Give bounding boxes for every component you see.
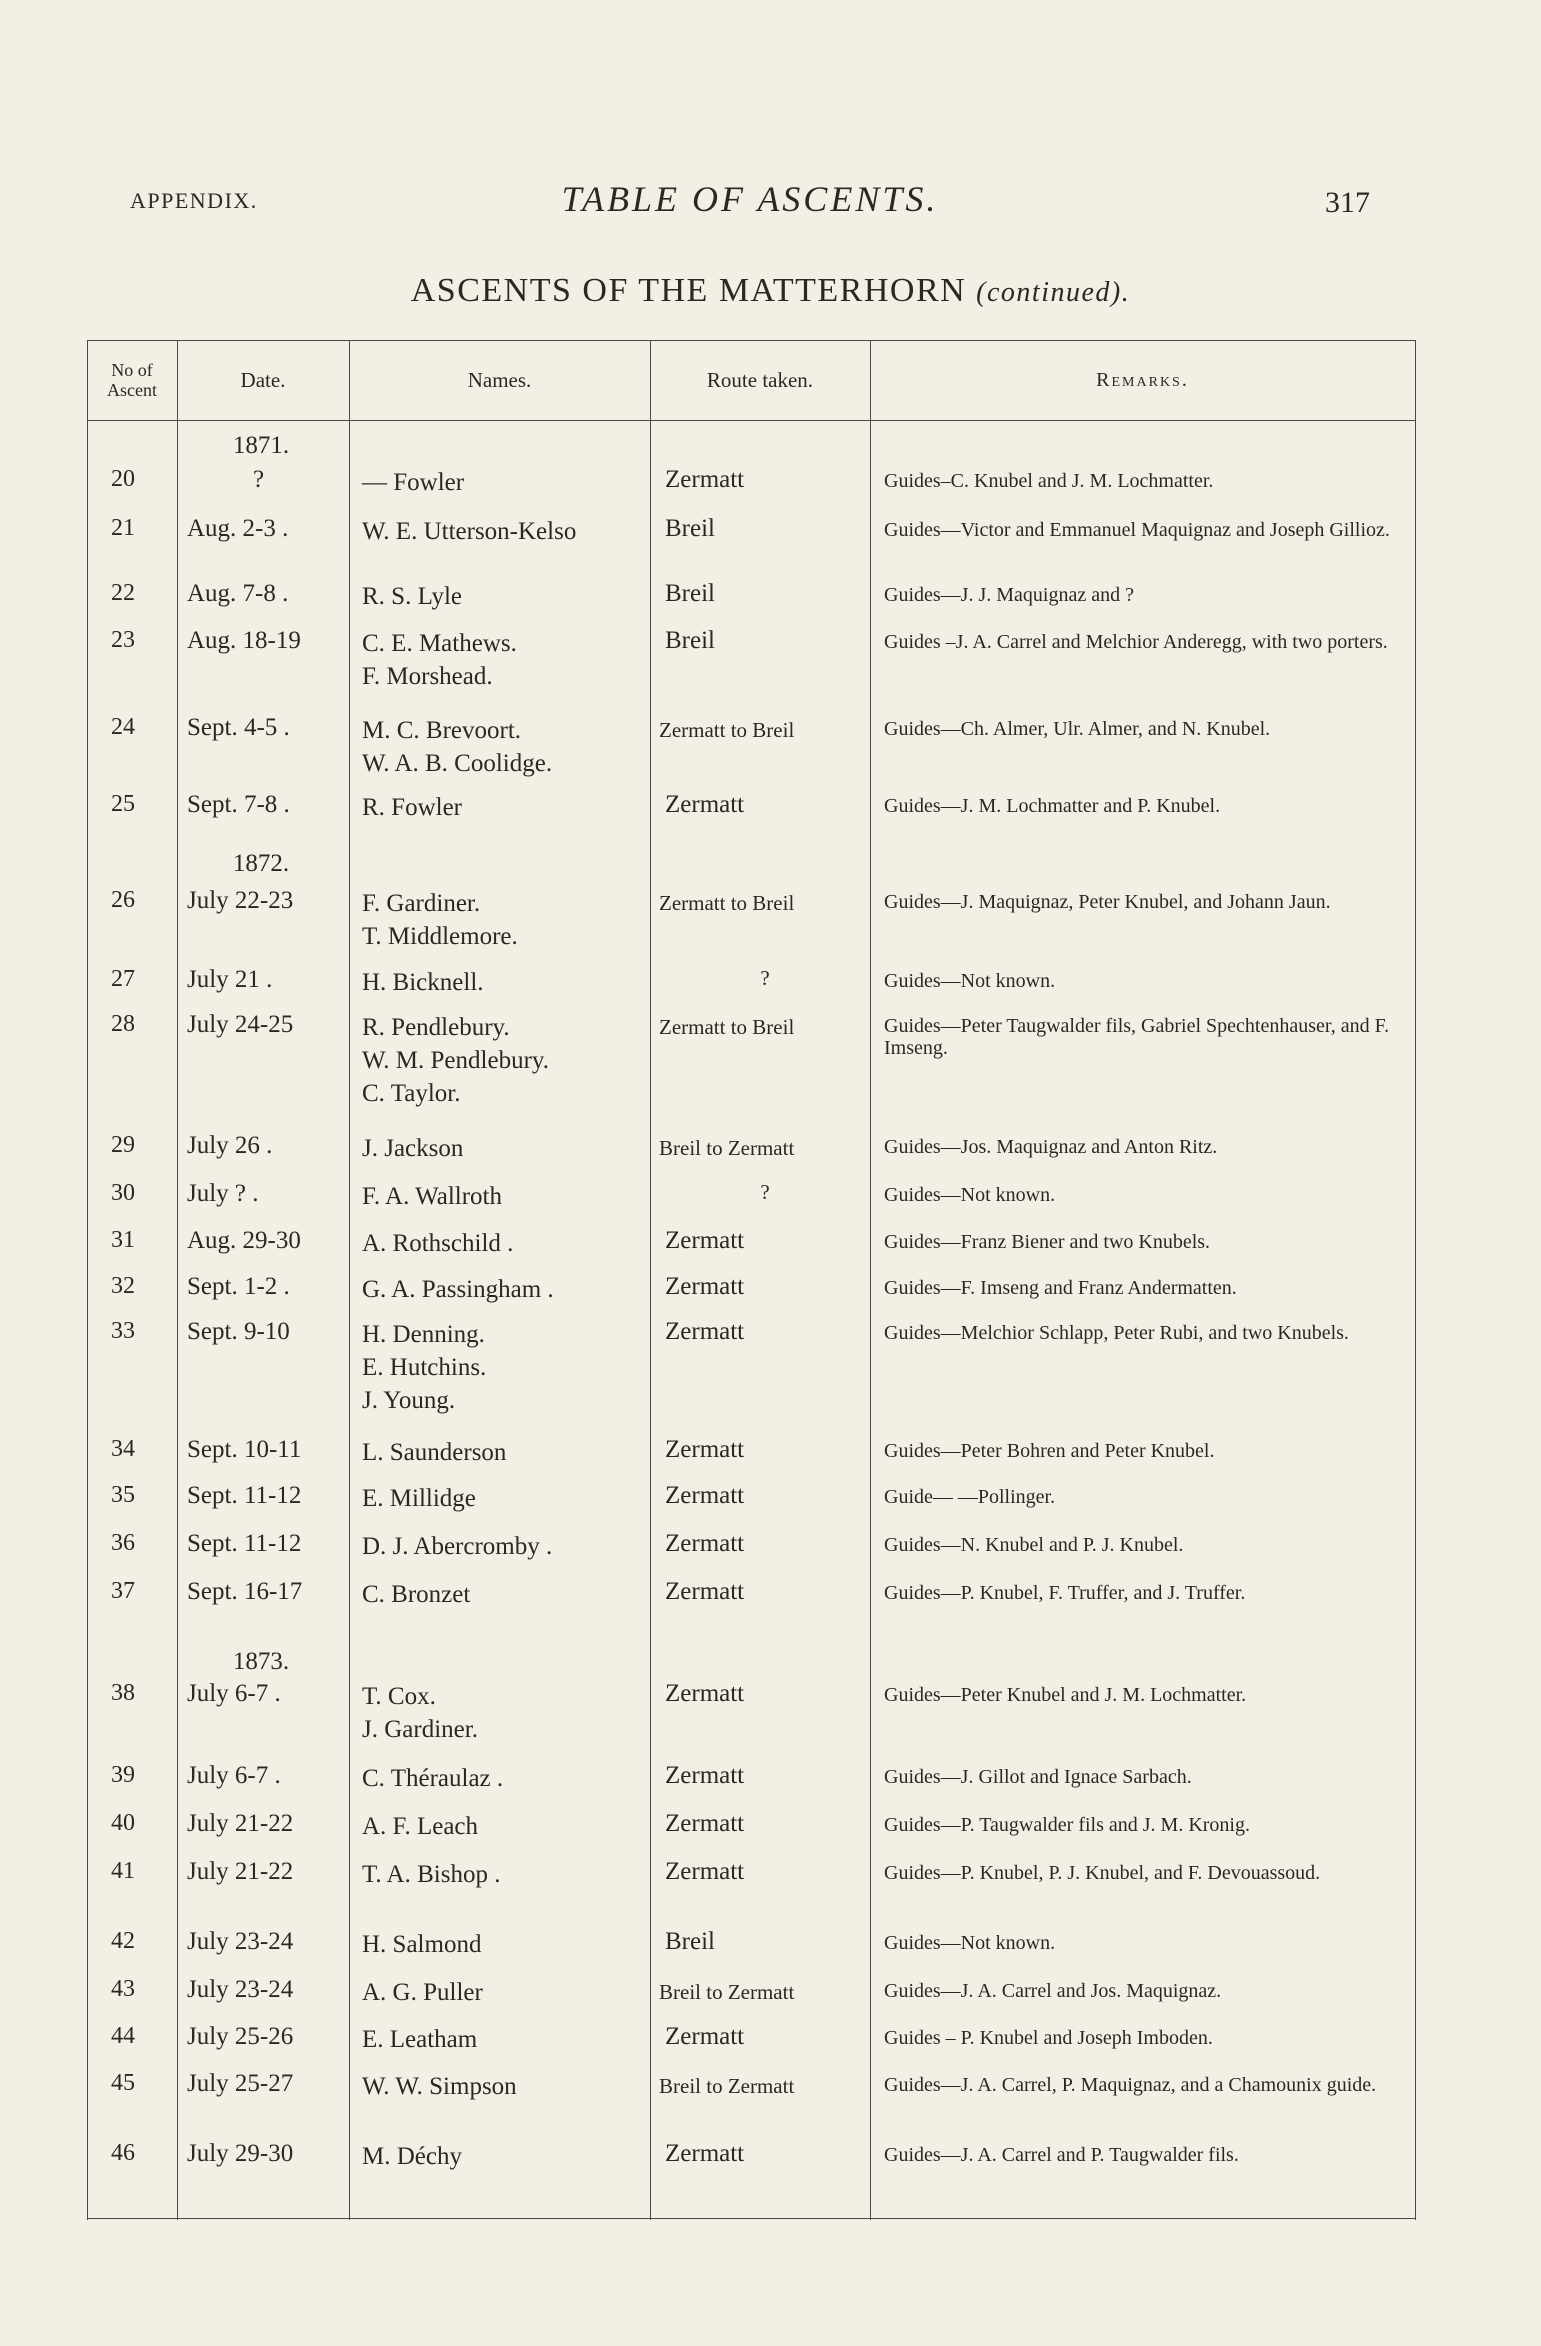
climber-name: W. A. B. Coolidge.: [362, 750, 553, 777]
route-taken: Breil to Zermatt: [659, 1980, 795, 2004]
year-label: 1872.: [232, 850, 290, 877]
route-taken: Breil: [665, 515, 715, 542]
remarks: Guides—J. A. Carrel, P. Maquignaz, and a Chamounix guide.: [884, 2074, 1377, 2096]
remarks: Guides – P. Knubel and Joseph Imboden.: [884, 2027, 1213, 2049]
route-taken: Zermatt: [665, 1318, 745, 1345]
ascent-date: Sept. 1-2 .: [187, 1273, 290, 1300]
climber-names: [362, 1928, 652, 1961]
ascent-number: 39: [111, 1762, 135, 1788]
ascent-date: Sept. 9-10: [187, 1318, 290, 1345]
remarks: Guides—Not known.: [884, 1932, 1056, 1954]
climber-name: F. A. Wallroth: [362, 1183, 502, 1210]
climber-name: A. F. Leach: [362, 1813, 479, 1840]
ascent-date: Sept. 11-12: [187, 1482, 302, 1509]
route-taken: ?: [760, 1180, 770, 1204]
climber-name: H. Denning.: [362, 1321, 485, 1348]
col-head-route: Route taken.: [706, 367, 814, 392]
climber-name: C. Taylor.: [362, 1080, 461, 1107]
page-number: 317: [1325, 186, 1370, 219]
climber-names: [362, 580, 652, 613]
ascent-date: Sept. 16-17: [187, 1578, 303, 1605]
ascent-number: 41: [111, 1858, 135, 1884]
ascent-number: 43: [111, 1976, 135, 2002]
route-taken: Zermatt: [665, 2023, 745, 2050]
remarks: Guides—Melchior Schlapp, Peter Rubi, and two Knubels.: [884, 1322, 1349, 1344]
route-taken: Zermatt: [665, 1810, 745, 1837]
route-taken: Zermatt: [665, 791, 745, 818]
climber-name: J. Gardiner.: [362, 1716, 478, 1743]
remarks: Guides—J. Gillot and Ignace Sarbach.: [884, 1766, 1192, 1788]
year-label: 1873.: [232, 1648, 290, 1675]
ascent-number: 29: [111, 1132, 135, 1158]
climber-name: C. E. Mathews.: [362, 630, 517, 657]
route-taken: Zermatt: [665, 1273, 745, 1300]
col-head-remarks: Remarks.: [1096, 368, 1189, 391]
ascent-date: July 21-22: [187, 1810, 294, 1837]
climber-names: [362, 791, 652, 824]
remarks: Guides—Peter Knubel and J. M. Lochmatter.: [884, 1684, 1247, 1706]
year-label: 1871.: [232, 432, 290, 459]
rule-bottom: [87, 2218, 1415, 2219]
ascent-date: July 24-25: [187, 1011, 294, 1038]
ascent-number: 21: [111, 515, 135, 541]
climber-name: G. A. Passingham .: [362, 1276, 554, 1303]
remarks: Guide— —Pollinger.: [884, 1486, 1056, 1508]
climber-names: [362, 966, 652, 999]
route-taken: ?: [760, 966, 770, 990]
remarks: Guides—Peter Taugwalder fils, Gabriel Spechtenhauser, and F. Imseng.: [884, 1015, 1390, 1059]
climber-names: [362, 1011, 652, 1110]
climber-name: — Fowler: [362, 469, 465, 496]
remarks: Guides—Peter Bohren and Peter Knubel.: [884, 1440, 1215, 1462]
climber-name: H. Bicknell.: [362, 969, 484, 996]
climber-names: [362, 2140, 652, 2173]
climber-names: [362, 1762, 652, 1795]
ascent-number: 25: [111, 791, 135, 817]
route-taken: Breil: [665, 627, 715, 654]
ascent-number: 38: [111, 1680, 135, 1706]
page-title: [0, 272, 1541, 310]
route-taken: Zermatt to Breil: [659, 718, 795, 742]
rule-head: [87, 420, 1415, 421]
climber-names: [362, 1482, 652, 1515]
ascent-date: July 26 .: [187, 1132, 273, 1159]
climber-name: W. E. Utterson-Kelso: [362, 518, 577, 545]
remarks: Guides—Not known.: [884, 970, 1056, 992]
climber-name: T. A. Bishop .: [362, 1861, 501, 1888]
ascent-number: 27: [111, 966, 135, 992]
ascent-date: Aug. 7-8 .: [187, 580, 289, 607]
ascent-date: July 21 .: [187, 966, 273, 993]
remarks: Guides –J. A. Carrel and Melchior Anderegg, with two porters.: [884, 631, 1388, 653]
climber-name: J. Young.: [362, 1387, 456, 1414]
climber-name: T. Cox.: [362, 1683, 436, 1710]
title-continued: (continued).: [976, 277, 1131, 308]
climber-names: [362, 1436, 652, 1469]
ascent-number: 24: [111, 714, 135, 740]
climber-names: [362, 1680, 652, 1746]
climber-name: W. M. Pendlebury.: [362, 1047, 550, 1074]
climber-name: F. Morshead.: [362, 663, 493, 690]
route-taken: Zermatt to Breil: [659, 1015, 795, 1039]
route-taken: Zermatt to Breil: [659, 891, 795, 915]
remarks: Guides—Ch. Almer, Ulr. Almer, and N. Knubel.: [884, 718, 1271, 740]
ascent-date: July 23-24: [187, 1928, 294, 1955]
route-taken: Zermatt: [665, 1578, 745, 1605]
climber-names: [362, 466, 652, 499]
climber-name: M. Déchy: [362, 2143, 462, 2170]
ascent-date: Aug. 18-19: [187, 627, 301, 654]
route-taken: Zermatt: [665, 2140, 745, 2167]
ascent-number: 20: [111, 466, 135, 492]
ascent-date: Sept. 4-5 .: [187, 714, 290, 741]
ascent-date: July 22-23: [187, 887, 294, 914]
ascent-number: 23: [111, 627, 135, 653]
ascent-date: July 6-7 .: [187, 1680, 281, 1707]
remarks: Guides—Franz Biener and two Knubels.: [884, 1231, 1211, 1253]
climber-name: C. Théraulaz .: [362, 1765, 504, 1792]
climber-names: [362, 1318, 652, 1417]
route-taken: Zermatt: [665, 1227, 745, 1254]
route-taken: Zermatt: [665, 1762, 745, 1789]
route-taken: Zermatt: [665, 1680, 745, 1707]
climber-names: [362, 1976, 652, 2009]
route-taken: Zermatt: [665, 1436, 745, 1463]
climber-name: A. G. Puller: [362, 1979, 483, 2006]
route-taken: Breil: [665, 580, 715, 607]
remarks: Guides—P. Knubel, P. J. Knubel, and F. Devouassoud.: [884, 1862, 1321, 1884]
ascent-number: 45: [111, 2070, 135, 2096]
ascent-number: 37: [111, 1578, 135, 1604]
ascent-date: July ? .: [187, 1180, 259, 1207]
col-head-no: No of Ascent: [107, 360, 157, 400]
remarks: Guides—J. M. Lochmatter and P. Knubel.: [884, 795, 1221, 817]
col-head-date: Date.: [240, 367, 286, 392]
ascents-table: [87, 340, 1415, 2220]
climber-name: E. Millidge: [362, 1485, 476, 1512]
climber-names: [362, 1530, 652, 1563]
climber-names: [362, 887, 652, 953]
remarks: Guides—Jos. Maquignaz and Anton Ritz.: [884, 1136, 1218, 1158]
remarks: Guides—F. Imseng and Franz Andermatten.: [884, 1277, 1237, 1299]
climber-name: R. Pendlebury.: [362, 1014, 510, 1041]
climber-name: L. Saunderson: [362, 1439, 507, 1466]
ascent-date: Sept. 10-11: [187, 1436, 302, 1463]
climber-names: [362, 515, 652, 548]
ascent-number: 34: [111, 1436, 135, 1462]
ascent-date: Sept. 7-8 .: [187, 791, 290, 818]
climber-name: E. Hutchins.: [362, 1354, 487, 1381]
ascent-number: 22: [111, 580, 135, 606]
climber-name: C. Bronzet: [362, 1581, 471, 1608]
ascent-date: Aug. 2-3 .: [187, 515, 289, 542]
remarks: Guides—J. Maquignaz, Peter Knubel, and Johann Jaun.: [884, 891, 1331, 913]
ascent-number: 36: [111, 1530, 135, 1556]
route-taken: Zermatt: [665, 1482, 745, 1509]
climber-names: [362, 1578, 652, 1611]
ascent-date: ?: [253, 466, 265, 493]
ascent-number: 42: [111, 1928, 135, 1954]
climber-name: R. S. Lyle: [362, 583, 463, 610]
climber-names: [362, 1132, 652, 1165]
climber-name: H. Salmond: [362, 1931, 482, 1958]
route-taken: Zermatt: [665, 1858, 745, 1885]
climber-names: [362, 1227, 652, 1260]
ascent-number: 26: [111, 887, 135, 913]
ascent-date: July 23-24: [187, 1976, 294, 2003]
climber-name: W. W. Simpson: [362, 2073, 517, 2100]
climber-name: E. Leatham: [362, 2026, 478, 2053]
route-taken: Breil to Zermatt: [659, 1136, 795, 1160]
climber-names: [362, 1810, 652, 1843]
climber-name: F. Gardiner.: [362, 890, 481, 917]
ascent-number: 33: [111, 1318, 135, 1344]
remarks: Guides—Not known.: [884, 1184, 1056, 1206]
climber-names: [362, 714, 652, 780]
header-title: TABLE OF ASCENTS.: [561, 179, 939, 219]
climber-names: [362, 2070, 652, 2103]
climber-name: A. Rothschild .: [362, 1230, 514, 1257]
ascent-number: 46: [111, 2140, 135, 2166]
title-main: ASCENTS OF THE MATTERHORN: [410, 272, 967, 309]
ascent-number: 31: [111, 1227, 135, 1253]
ascent-number: 32: [111, 1273, 135, 1299]
climber-name: T. Middlemore.: [362, 923, 518, 950]
route-taken: Breil: [665, 1928, 715, 1955]
ascent-date: July 25-27: [187, 2070, 294, 2097]
header-section: APPENDIX.: [130, 188, 258, 213]
remarks: Guides—N. Knubel and P. J. Knubel.: [884, 1534, 1184, 1556]
climber-names: [362, 1858, 652, 1891]
remarks: Guides—J. A. Carrel and Jos. Maquignaz.: [884, 1980, 1222, 2002]
ascent-number: 40: [111, 1810, 135, 1836]
ascent-number: 35: [111, 1482, 135, 1508]
ascent-date: July 21-22: [187, 1858, 294, 1885]
route-taken: Zermatt: [665, 466, 745, 493]
climber-names: [362, 627, 652, 693]
remarks: Guides—J. A. Carrel and P. Taugwalder fils.: [884, 2144, 1239, 2166]
route-taken: Breil to Zermatt: [659, 2074, 795, 2098]
remarks: Guides—J. J. Maquignaz and ?: [884, 584, 1134, 606]
remarks: Guides—P. Taugwalder fils and J. M. Kronig.: [884, 1814, 1250, 1836]
remarks: Guides–C. Knubel and J. M. Lochmatter.: [884, 470, 1214, 492]
running-header: [130, 178, 1370, 228]
rule-right: [1415, 340, 1416, 2220]
ascent-number: 28: [111, 1011, 135, 1037]
climber-name: D. J. Abercromby .: [362, 1533, 553, 1560]
ascent-date: Sept. 11-12: [187, 1530, 302, 1557]
climber-names: [362, 2023, 652, 2056]
col-head-names: Names.: [467, 367, 532, 392]
remarks: Guides—Victor and Emmanuel Maquignaz and Joseph Gillioz.: [884, 519, 1390, 541]
climber-name: J. Jackson: [362, 1135, 464, 1162]
rule-route-remarks: [870, 340, 871, 2220]
climber-name: R. Fowler: [362, 794, 462, 821]
climber-name: M. C. Brevoort.: [362, 717, 522, 744]
climber-names: [362, 1180, 652, 1213]
route-taken: Zermatt: [665, 1530, 745, 1557]
ascent-number: 44: [111, 2023, 135, 2049]
ascent-date: Aug. 29-30: [187, 1227, 301, 1254]
remarks: Guides—P. Knubel, F. Truffer, and J. Truffer.: [884, 1582, 1246, 1604]
climber-names: [362, 1273, 652, 1306]
ascent-date: July 6-7 .: [187, 1762, 281, 1789]
ascent-number: 30: [111, 1180, 135, 1206]
ascent-date: July 25-26: [187, 2023, 294, 2050]
ascent-date: July 29-30: [187, 2140, 294, 2167]
rule-no-date: [177, 340, 178, 2220]
